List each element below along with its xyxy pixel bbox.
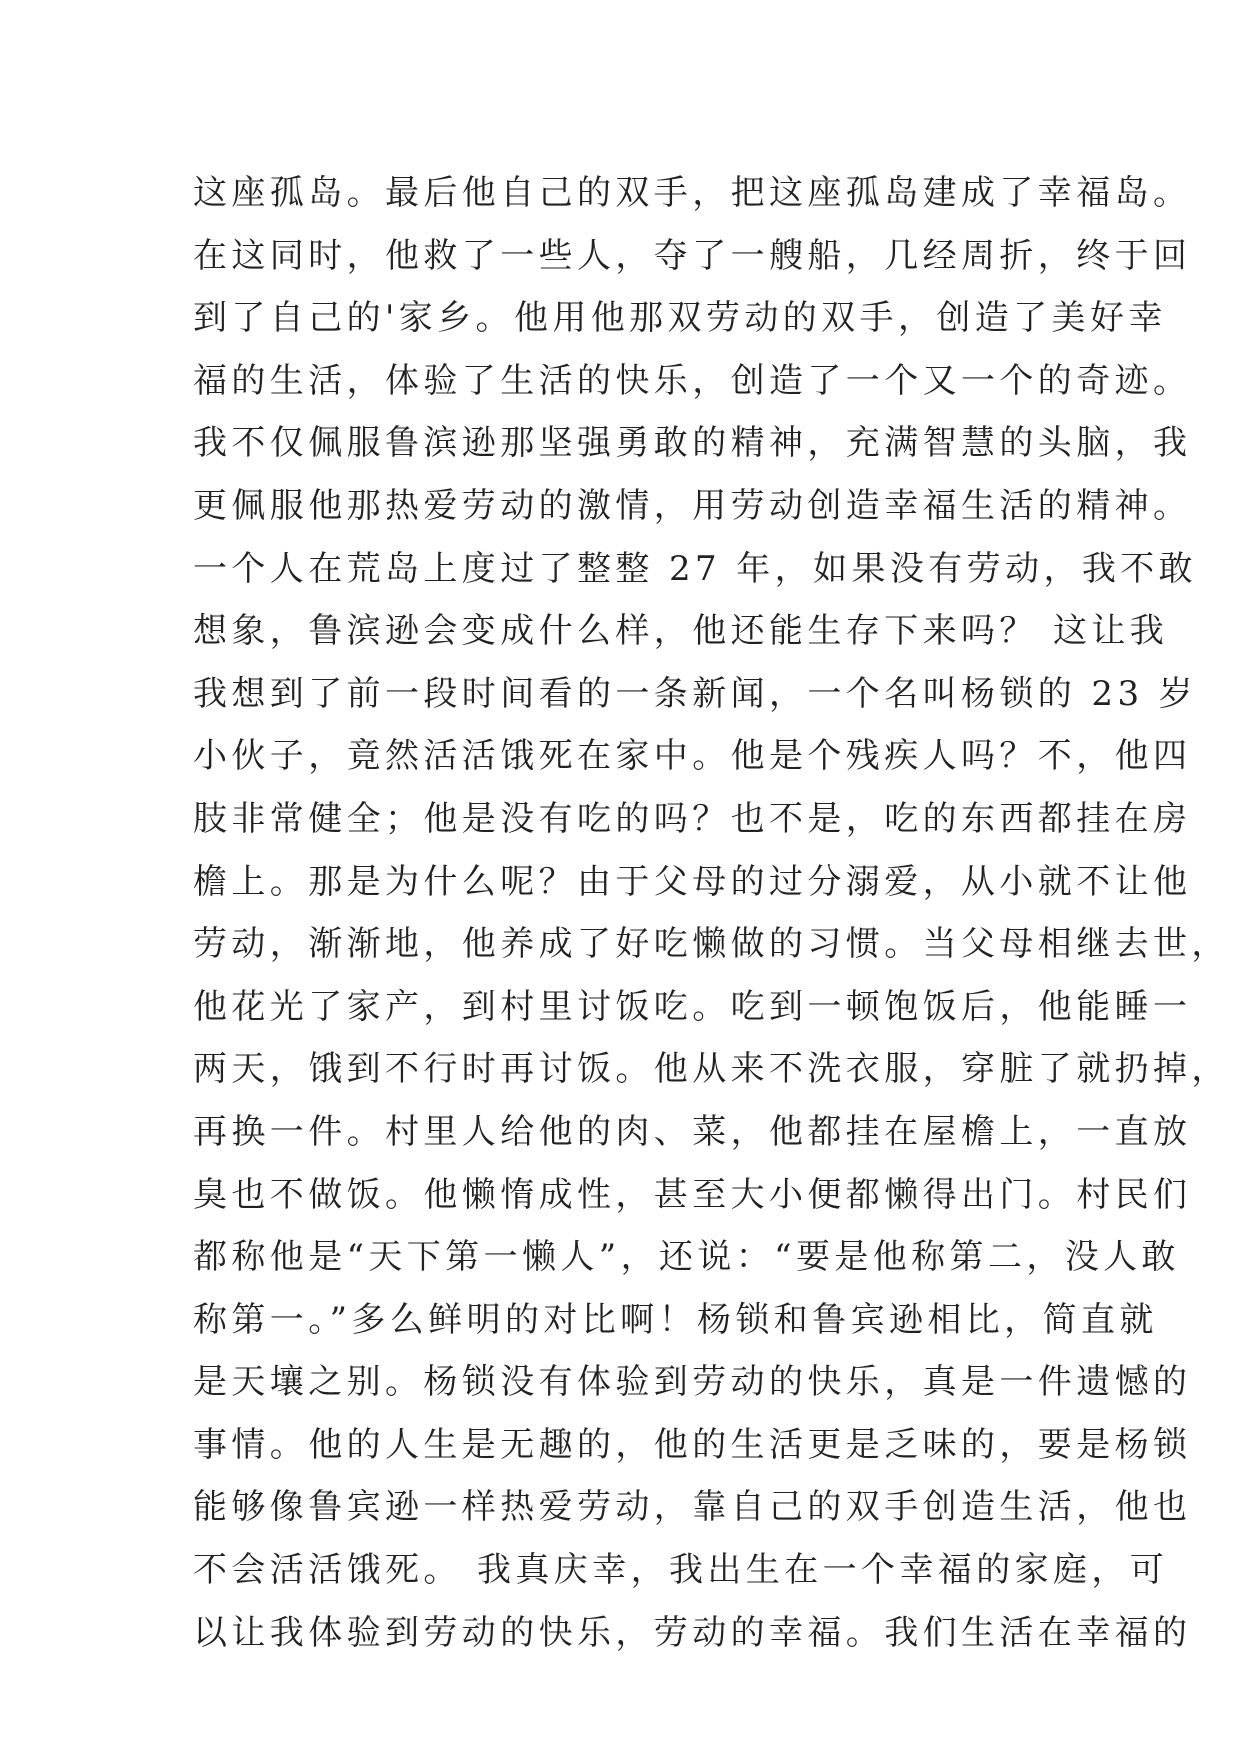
text-line: 两天，饿到不行时再讨饭。他从来不洗衣服，穿脏了就扔掉，: [193, 1049, 1230, 1090]
text-line: 臭也不做饭。他懒惰成性，甚至大小便都懒得出门。村民们: [193, 1174, 1192, 1215]
text-line: 以让我体验到劳动的快乐，劳动的幸福。我们生活在幸福的: [193, 1612, 1192, 1653]
text-line: 再换一件。村里人给他的肉、菜，他都挂在屋檐上，一直放: [193, 1111, 1192, 1152]
text-line: 福的生活，体验了生活的快乐，创造了一个又一个的奇迹。: [193, 360, 1192, 401]
text-line: 称第一。”多么鲜明的对比啊！杨锁和鲁宾逊相比，简直就: [193, 1299, 1158, 1340]
text-line: 是天壤之别。杨锁没有体验到劳动的快乐，真是一件遗憾的: [193, 1362, 1192, 1403]
text-line: 都称他是“天下第一懒人”，还说：“要是他称第二，没人敢: [193, 1237, 1180, 1278]
body-text: [193, 162, 1230, 1664]
text-line: 在这同时，他救了一些人，夺了一艘船，几经周折，终于回: [193, 235, 1192, 276]
text-line: 檐上。那是为什么呢？由于父母的过分溺爱，从小就不让他: [193, 861, 1192, 902]
text-line: 一个人在荒岛上度过了整整 27 年，如果没有劳动，我不敢: [193, 548, 1198, 589]
text-line: 我想到了前一段时间看的一条新闻，一个名叫杨锁的 23 岁: [193, 673, 1198, 714]
text-line: 小伙子，竟然活活饿死在家中。他是个残疾人吗？不，他四: [193, 736, 1192, 777]
text-line: 到了自己的'家乡。他用他那双劳动的双手，创造了美好幸: [193, 298, 1167, 339]
text-line: 肢非常健全；他是没有吃的吗？也不是，吃的东西都挂在房: [193, 798, 1192, 839]
text-line: 能够像鲁宾逊一样热爱劳动，靠自己的双手创造生活，他也: [193, 1487, 1192, 1528]
text-line: 他花光了家产，到村里讨饭吃。吃到一顿饱饭后，他能睡一: [193, 986, 1192, 1027]
text-line: 不会活活饿死。 我真庆幸，我出生在一个幸福的家庭，可: [193, 1550, 1169, 1591]
text-line: 劳动，渐渐地，他养成了好吃懒做的习惯。当父母相继去世，: [193, 924, 1230, 965]
text-line: 这座孤岛。最后他自己的双手，把这座孤岛建成了幸福岛。: [193, 173, 1192, 213]
text-line: 想象，鲁滨逊会变成什么样，他还能生存下来吗？ 这让我: [193, 611, 1169, 652]
text-line: 事情。他的人生是无趣的，他的生活更是乏味的，要是杨锁: [193, 1424, 1192, 1465]
text-line: 我不仅佩服鲁滨逊那坚强勇敢的精神，充满智慧的头脑，我: [193, 423, 1192, 464]
text-line: 更佩服他那热爱劳动的激情，用劳动创造幸福生活的精神。: [193, 485, 1192, 526]
